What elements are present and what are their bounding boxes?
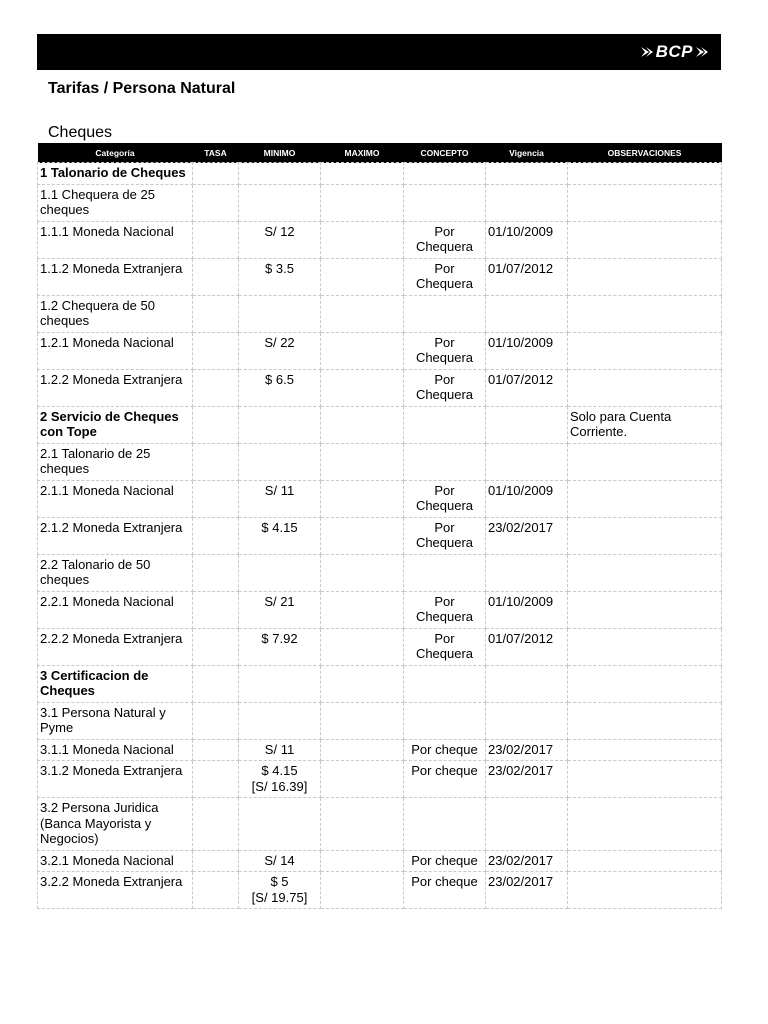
cell-observaciones <box>568 258 722 295</box>
table-row <box>38 163 722 185</box>
cell-text: 2.1 Talonario de 25 cheques <box>40 445 151 476</box>
cell-concepto <box>404 406 486 443</box>
cell-observaciones <box>568 517 722 554</box>
cell-tasa <box>193 628 239 665</box>
cell-minimo <box>239 702 321 739</box>
cell-tasa <box>193 702 239 739</box>
cell-observaciones <box>568 332 722 369</box>
cell-text-secondary: [S/ 16.39] <box>251 778 308 794</box>
cell-vigencia <box>486 798 568 851</box>
cell-vigencia <box>486 369 568 406</box>
table-row <box>38 295 722 332</box>
cell-minimo <box>239 665 321 702</box>
cell-minimo <box>239 872 321 909</box>
cell-tasa <box>193 406 239 443</box>
cell-observaciones <box>568 184 722 221</box>
logo-text: BCP <box>655 42 693 61</box>
cell-maximo <box>321 184 404 221</box>
cell-vigencia <box>486 332 568 369</box>
cell-categoria <box>38 628 193 665</box>
cell-tasa <box>193 258 239 295</box>
cell-vigencia <box>486 591 568 628</box>
cell-maximo <box>321 163 404 185</box>
cell-text: 1.1.1 Moneda Nacional <box>40 223 174 239</box>
cell-minimo <box>239 369 321 406</box>
table-row <box>38 369 722 406</box>
cell-maximo <box>321 554 404 591</box>
cell-text: Solo para Cuenta Corriente. <box>570 408 672 439</box>
cell-text: 23/02/2017 <box>488 741 554 757</box>
cell-tasa <box>193 761 239 798</box>
table-row <box>38 798 722 851</box>
cell-observaciones <box>568 221 722 258</box>
cell-concepto <box>404 761 486 798</box>
cell-minimo <box>239 850 321 872</box>
cell-minimo <box>239 480 321 517</box>
table-row <box>38 221 722 258</box>
cell-categoria <box>38 443 193 480</box>
cell-text: 01/07/2012 <box>488 371 554 387</box>
cell-minimo <box>239 258 321 295</box>
cell-concepto <box>404 872 486 909</box>
cell-vigencia <box>486 850 568 872</box>
cell-vigencia <box>486 480 568 517</box>
cell-maximo <box>321 332 404 369</box>
cell-vigencia <box>486 517 568 554</box>
cell-text: Por cheque <box>411 763 478 778</box>
cell-concepto <box>404 258 486 295</box>
cell-minimo <box>239 628 321 665</box>
cell-tasa <box>193 591 239 628</box>
cell-tasa <box>193 295 239 332</box>
cell-text: 1.2.2 Moneda Extranjera <box>40 371 183 387</box>
cell-categoria <box>38 761 193 798</box>
cell-minimo <box>239 591 321 628</box>
table-row <box>38 332 722 369</box>
cell-text: S/ 11 <box>264 741 295 757</box>
column-header: CONCEPTO <box>404 143 486 163</box>
cell-categoria <box>38 184 193 221</box>
table-row <box>38 665 722 702</box>
cell-observaciones <box>568 798 722 851</box>
cell-concepto <box>404 443 486 480</box>
table-row <box>38 184 722 221</box>
cell-vigencia <box>486 628 568 665</box>
cell-concepto <box>404 739 486 761</box>
cell-tasa <box>193 163 239 185</box>
cell-observaciones <box>568 295 722 332</box>
cell-maximo <box>321 295 404 332</box>
cell-text: 1 Talonario de Cheques <box>40 165 186 180</box>
cell-concepto <box>404 554 486 591</box>
cell-text: S/ 14 <box>264 852 295 868</box>
cell-maximo <box>321 628 404 665</box>
cell-maximo <box>321 739 404 761</box>
cell-maximo <box>321 369 404 406</box>
cell-tasa <box>193 369 239 406</box>
cell-concepto <box>404 480 486 517</box>
cell-observaciones <box>568 702 722 739</box>
cell-categoria <box>38 332 193 369</box>
cell-text: Por cheque <box>411 741 478 757</box>
cell-categoria <box>38 554 193 591</box>
section-title: Cheques <box>48 124 113 141</box>
table-row <box>38 591 722 628</box>
cell-vigencia <box>486 295 568 332</box>
cell-concepto <box>404 517 486 554</box>
cell-categoria <box>38 850 193 872</box>
cell-concepto <box>404 221 486 258</box>
cell-concepto <box>404 798 486 851</box>
cell-observaciones <box>568 850 722 872</box>
cell-text: 01/10/2009 <box>488 334 554 350</box>
column-header: MINIMO <box>239 143 321 163</box>
cell-minimo <box>239 739 321 761</box>
cell-text: 2 Servicio de Cheques con Tope <box>40 408 179 439</box>
cell-tasa <box>193 443 239 480</box>
cell-text: Por Chequera <box>415 260 474 291</box>
cell-concepto <box>404 295 486 332</box>
cell-minimo <box>239 332 321 369</box>
cell-vigencia <box>486 443 568 480</box>
cell-text: S/ 22 <box>264 334 295 350</box>
cell-maximo <box>321 406 404 443</box>
cell-maximo <box>321 480 404 517</box>
cell-vigencia <box>486 406 568 443</box>
cell-text: 2.2.1 Moneda Nacional <box>40 593 174 609</box>
cell-tasa <box>193 184 239 221</box>
cell-vigencia <box>486 554 568 591</box>
cell-categoria <box>38 665 193 702</box>
column-header: MAXIMO <box>321 143 404 163</box>
cell-minimo <box>239 295 321 332</box>
cell-text: $ 4.15 <box>261 519 298 535</box>
cell-categoria <box>38 702 193 739</box>
cell-text: 1.1 Chequera de 25 cheques <box>40 186 155 217</box>
table-row <box>38 739 722 761</box>
cell-vigencia <box>486 163 568 185</box>
cell-categoria <box>38 872 193 909</box>
cell-vigencia <box>486 221 568 258</box>
table-row <box>38 850 722 872</box>
cell-text: 3.1.1 Moneda Nacional <box>40 741 174 757</box>
cell-concepto <box>404 184 486 221</box>
cell-text: S/ 21 <box>264 593 295 609</box>
table-row <box>38 761 722 798</box>
cell-tasa <box>193 872 239 909</box>
table-row <box>38 443 722 480</box>
cell-maximo <box>321 872 404 909</box>
cell-concepto <box>404 163 486 185</box>
cell-tasa <box>193 517 239 554</box>
cell-minimo <box>239 798 321 851</box>
cell-categoria <box>38 406 193 443</box>
cell-minimo <box>239 554 321 591</box>
cell-observaciones <box>568 369 722 406</box>
cell-text: 3.2.2 Moneda Extranjera <box>40 874 183 889</box>
cell-vigencia <box>486 872 568 909</box>
cell-observaciones <box>568 591 722 628</box>
cell-minimo <box>239 443 321 480</box>
cell-text: Por Chequera <box>415 334 474 365</box>
cell-observaciones <box>568 761 722 798</box>
table-row <box>38 702 722 739</box>
cell-categoria <box>38 480 193 517</box>
table-row <box>38 258 722 295</box>
cell-observaciones <box>568 628 722 665</box>
cell-vigencia <box>486 184 568 221</box>
cell-text: Por Chequera <box>415 519 474 550</box>
table-row <box>38 517 722 554</box>
cell-tasa <box>193 480 239 517</box>
cell-categoria <box>38 591 193 628</box>
cell-minimo <box>239 406 321 443</box>
cell-categoria <box>38 258 193 295</box>
cell-text: Por Chequera <box>415 630 474 661</box>
cell-tasa <box>193 850 239 872</box>
cell-maximo <box>321 665 404 702</box>
cell-text: 23/02/2017 <box>488 763 554 778</box>
cell-text: $ 6.5 <box>265 371 294 387</box>
cell-vigencia <box>486 258 568 295</box>
cell-text: Por Chequera <box>415 593 474 624</box>
cell-tasa <box>193 739 239 761</box>
cell-minimo <box>239 163 321 185</box>
cell-concepto <box>404 665 486 702</box>
cell-text: 3.1 Persona Natural y Pyme <box>40 704 166 735</box>
cell-maximo <box>321 850 404 872</box>
cell-text: 1.1.2 Moneda Extranjera <box>40 260 183 276</box>
cell-categoria <box>38 739 193 761</box>
cell-text: 01/07/2012 <box>488 260 554 276</box>
cell-observaciones <box>568 480 722 517</box>
cell-text: Por cheque <box>411 852 478 868</box>
cell-text: Por Chequera <box>415 371 474 402</box>
cell-text: Por Chequera <box>415 482 474 513</box>
cell-categoria <box>38 295 193 332</box>
cell-text: 2.2 Talonario de 50 cheques <box>40 556 151 587</box>
cell-text: 23/02/2017 <box>488 519 554 535</box>
cell-minimo <box>239 221 321 258</box>
cell-tasa <box>193 798 239 851</box>
cell-observaciones <box>568 739 722 761</box>
cell-text: 01/10/2009 <box>488 223 554 239</box>
cell-categoria <box>38 221 193 258</box>
cell-text: 3.1.2 Moneda Extranjera <box>40 763 183 778</box>
cell-observaciones <box>568 163 722 185</box>
cell-concepto <box>404 369 486 406</box>
table-row <box>38 554 722 591</box>
column-header: Categoría <box>38 143 193 163</box>
cell-maximo <box>321 591 404 628</box>
cell-minimo <box>239 761 321 798</box>
cell-categoria <box>38 517 193 554</box>
cell-observaciones <box>568 872 722 909</box>
column-header: TASA <box>193 143 239 163</box>
cell-vigencia <box>486 665 568 702</box>
cell-concepto <box>404 628 486 665</box>
cell-vigencia <box>486 761 568 798</box>
cell-text-secondary: [S/ 19.75] <box>251 889 308 905</box>
table-header-row <box>38 143 722 163</box>
cell-text: 01/10/2009 <box>488 593 554 609</box>
table-row <box>38 480 722 517</box>
cell-minimo <box>239 517 321 554</box>
cell-text: Por cheque <box>411 874 478 889</box>
cell-concepto <box>404 702 486 739</box>
tariffs-table <box>37 143 722 909</box>
cell-vigencia <box>486 702 568 739</box>
cell-text: 3.2.1 Moneda Nacional <box>40 852 174 868</box>
cell-minimo <box>239 184 321 221</box>
cell-text: 1.2 Chequera de 50 cheques <box>40 297 155 328</box>
cell-vigencia <box>486 739 568 761</box>
chevron-right-icon <box>695 46 709 58</box>
cell-text: $ 5 <box>270 874 289 889</box>
cell-text: 1.2.1 Moneda Nacional <box>40 334 174 350</box>
cell-text: S/ 11 <box>264 482 295 498</box>
table-row <box>38 406 722 443</box>
cell-text: 2.1.2 Moneda Extranjera <box>40 519 183 535</box>
cell-concepto <box>404 850 486 872</box>
cell-maximo <box>321 258 404 295</box>
cell-concepto <box>404 332 486 369</box>
cell-tasa <box>193 554 239 591</box>
cell-categoria <box>38 798 193 851</box>
cell-maximo <box>321 221 404 258</box>
header-bar <box>37 34 721 70</box>
cell-categoria <box>38 369 193 406</box>
cell-maximo <box>321 443 404 480</box>
cell-observaciones <box>568 665 722 702</box>
cell-maximo <box>321 798 404 851</box>
cell-text: 23/02/2017 <box>488 852 554 868</box>
cell-maximo <box>321 702 404 739</box>
cell-text: 23/02/2017 <box>488 874 554 889</box>
table-row <box>38 628 722 665</box>
cell-text: 3 Certificacion de Cheques <box>40 667 149 698</box>
column-header: Vigencia <box>486 143 568 163</box>
table-row <box>38 872 722 909</box>
cell-maximo <box>321 517 404 554</box>
cell-concepto <box>404 591 486 628</box>
cell-observaciones <box>568 443 722 480</box>
cell-maximo <box>321 761 404 798</box>
cell-observaciones <box>568 406 722 443</box>
cell-text: $ 4.15 <box>261 763 298 778</box>
cell-tasa <box>193 665 239 702</box>
cell-text: 01/07/2012 <box>488 630 554 646</box>
chevron-right-icon <box>640 46 654 58</box>
cell-text: 2.1.1 Moneda Nacional <box>40 482 174 498</box>
cell-observaciones <box>568 554 722 591</box>
cell-text: 01/10/2009 <box>488 482 554 498</box>
cell-text: $ 3.5 <box>265 260 294 276</box>
cell-text: 3.2 Persona Juridica (Banca Mayorista y Negocios) <box>40 800 159 846</box>
cell-text: 2.2.2 Moneda Extranjera <box>40 630 183 646</box>
cell-text: S/ 12 <box>264 223 295 239</box>
cell-categoria <box>38 163 193 185</box>
page-title: Tarifas / Persona Natural <box>48 80 236 97</box>
cell-text: $ 7.92 <box>261 630 298 646</box>
column-header: OBSERVACIONES <box>568 143 722 163</box>
cell-tasa <box>193 332 239 369</box>
bcp-logo[interactable] <box>640 41 709 63</box>
cell-tasa <box>193 221 239 258</box>
cell-text: Por Chequera <box>415 223 474 254</box>
